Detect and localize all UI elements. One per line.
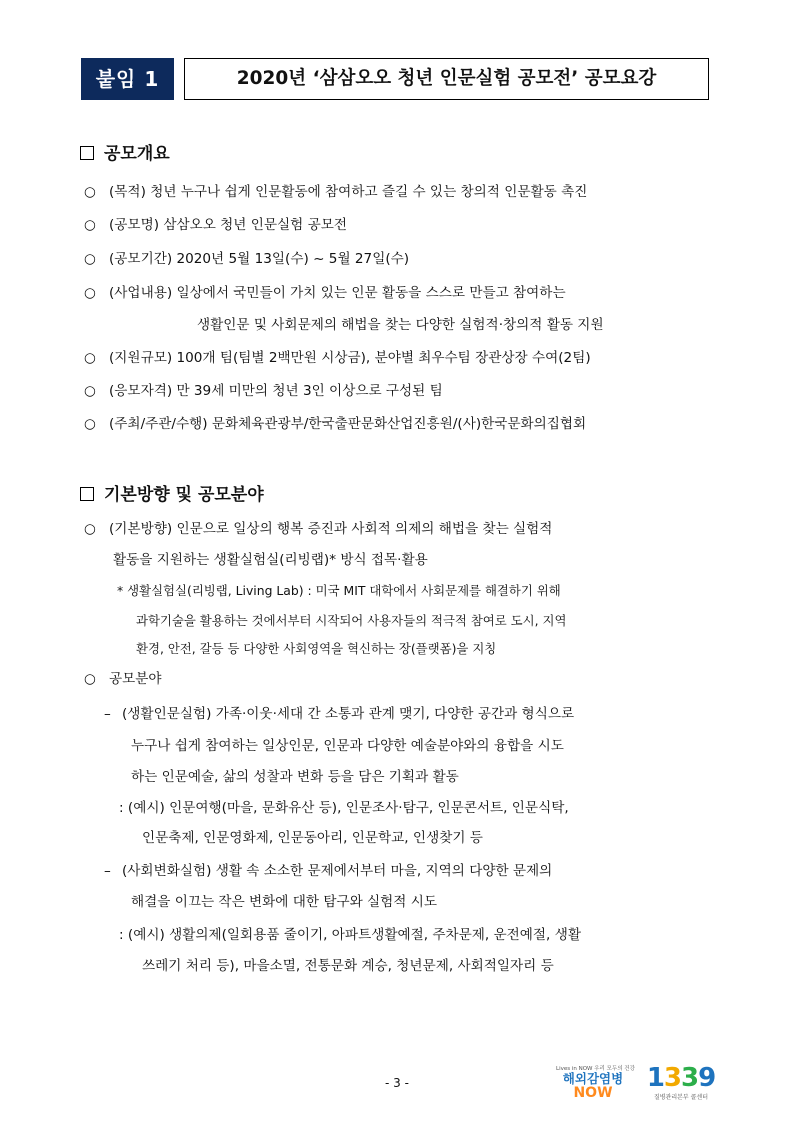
example-line: : (예시) 인문여행(마을, 문화유산 등), 인문조사·탐구, 인문콘서트, 인문식탁, bbox=[119, 800, 569, 816]
page-number: - 3 - bbox=[385, 1076, 409, 1090]
footnote-line: 과학기술을 활용하는 것에서부터 시작되어 사용자들의 적극적 참여로 도시, 지역 bbox=[136, 613, 567, 628]
list-item: ○ (사업내용) 일상에서 국민들이 가치 있는 인문 활동을 스스로 만들고 참여하는 bbox=[84, 285, 566, 301]
section-heading-overview: 공모개요 bbox=[80, 142, 170, 166]
infectious-disease-now-logo: Lives in NOW 우리 모두의 건강 해외감염병 NOW bbox=[556, 1066, 635, 1101]
document-title: 2020년 ‘삼삼오오 청년 인문실험 공모전’ 공모요강 bbox=[184, 58, 709, 100]
list-item: ○ (지원규모) 100개 팀(팀별 2백만원 시상금), 분야별 최우수팀 장관상장 수여(2팀) bbox=[84, 350, 591, 366]
field-heading: ○ 공모분야 bbox=[84, 671, 162, 687]
document-header bbox=[81, 58, 709, 100]
field-line: 하는 인문예술, 삶의 성찰과 변화 등을 담은 기획과 활동 bbox=[131, 769, 459, 785]
footnote-line: * 생활실험실(리빙랩, Living Lab) : 미국 MIT 대학에서 사회문제를 해결하기 위해 bbox=[117, 583, 561, 598]
call-center-1339-logo: 1339 질병관리본부 콜센터 bbox=[636, 1064, 726, 1108]
list-item: ○ (목적) 청년 누구나 쉽게 인문활동에 참여하고 즐길 수 있는 창의적 인문활동 촉진 bbox=[84, 184, 588, 200]
example-line: : (예시) 생활의제(일회용품 줄이기, 아파트생활예절, 주차문제, 운전예절, 생활 bbox=[119, 927, 581, 943]
attachment-tag: 붙임 1 bbox=[81, 58, 174, 100]
checkbox-square-icon bbox=[80, 487, 94, 501]
section-heading-direction: 기본방향 및 공모분야 bbox=[80, 483, 264, 507]
footnote-line: 환경, 안전, 갈등 등 다양한 사회영역을 혁신하는 장(플랫폼)을 지칭 bbox=[136, 641, 497, 656]
direction-line: ○ (기본방향) 인문으로 일상의 행복 증진과 사회적 의제의 해법을 찾는 실험적 bbox=[84, 521, 553, 537]
logo-1339-number: 1339 bbox=[646, 1063, 716, 1093]
example-line: 쓰레기 처리 등), 마을소멸, 전통문화 계승, 청년문제, 사회적일자리 등 bbox=[142, 958, 554, 974]
checkbox-square-icon bbox=[80, 146, 94, 160]
list-item-continuation: 생활인문 및 사회문제의 해법을 찾는 다양한 실험적·창의적 활동 지원 bbox=[197, 317, 604, 333]
field-line: – (생활인문실험) 가족·이웃·세대 간 소통과 관계 맺기, 다양한 공간과 형식으로 bbox=[104, 706, 575, 722]
field-line: 해결을 이끄는 작은 변화에 대한 탐구와 실험적 시도 bbox=[131, 894, 438, 910]
direction-line: 활동을 지원하는 생활실험실(리빙랩)* 방식 접목·활용 bbox=[113, 552, 428, 568]
field-line: – (사회변화실험) 생활 속 소소한 문제에서부터 마을, 지역의 다양한 문제의 bbox=[104, 863, 553, 879]
field-line: 누구나 쉽게 참여하는 일상인문, 인문과 다양한 예술분야와의 융합을 시도 bbox=[131, 738, 564, 754]
list-item: ○ (공모명) 삼삼오오 청년 인문실험 공모전 bbox=[84, 217, 347, 233]
list-item: ○ (공모기간) 2020년 5월 13일(수) ~ 5월 27일(수) bbox=[84, 251, 410, 267]
list-item: ○ (응모자격) 만 39세 미만의 청년 3인 이상으로 구성된 팀 bbox=[84, 383, 443, 399]
list-item: ○ (주최/주관/수행) 문화체육관광부/한국출판문화산업진흥원/(사)한국문화의집협회 bbox=[84, 416, 587, 432]
example-line: 인문축제, 인문영화제, 인문동아리, 인문학교, 인생찾기 등 bbox=[142, 830, 483, 846]
